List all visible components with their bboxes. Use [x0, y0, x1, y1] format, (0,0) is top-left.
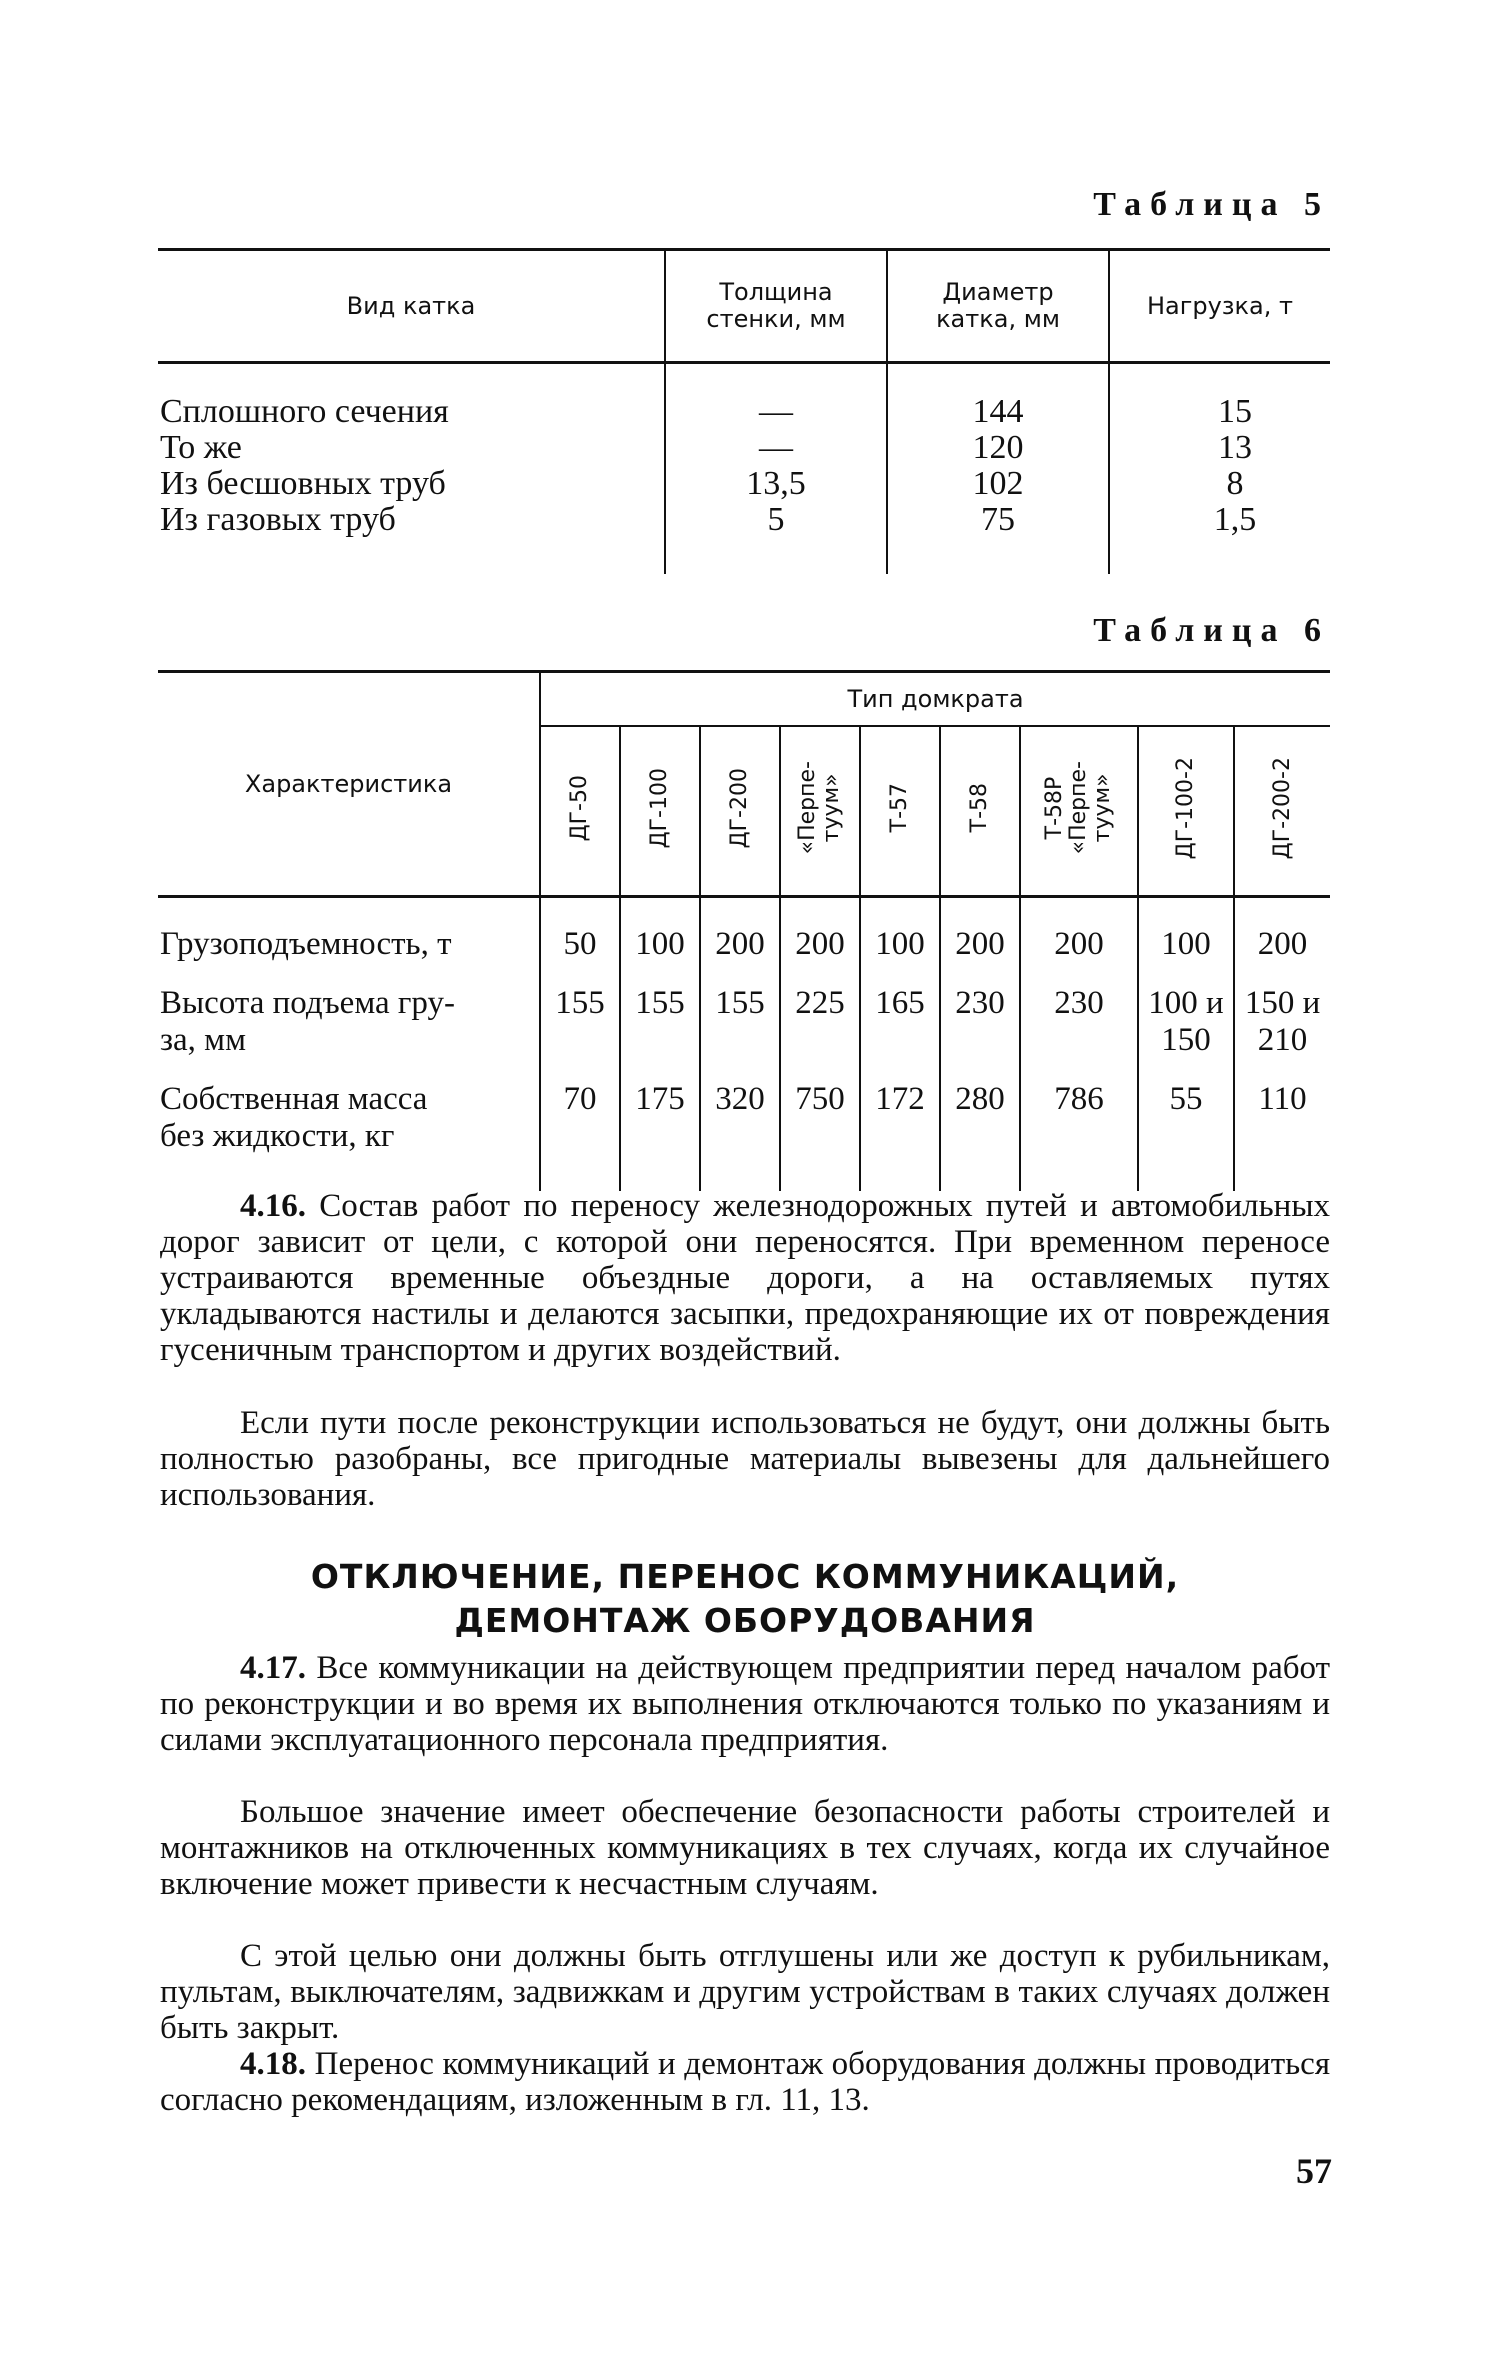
table6-group-header: Тип домкрата: [540, 672, 1330, 727]
cell-line: 70: [563, 1081, 597, 1117]
table5-cell: То же: [160, 429, 242, 466]
cell-line: 200: [1257, 926, 1308, 962]
spacer-cell: [700, 1155, 780, 1191]
header-line: Диаметр: [942, 278, 1054, 306]
rotated-header-label: Т-58Р «Перпе- туум»: [1042, 761, 1115, 855]
table6-cell: [540, 897, 620, 964]
table5-body: [158, 363, 1330, 575]
rotated-header-label: ДГ-100: [647, 767, 672, 849]
cell-line: 100: [635, 926, 685, 962]
cell-line: 55: [1169, 1081, 1203, 1117]
table6-row-name: [158, 897, 540, 964]
table6-column-header: [1020, 726, 1138, 897]
table5-cell: 144: [972, 393, 1024, 430]
paragraph-text: Все коммуникации на действующем предприятии перед началом работ по реконструкции и во время их выполнения отключаются только по указаниям и силами эксплуатационного персонала предприятия.: [160, 1650, 1330, 1758]
cell-line: 110: [1258, 1081, 1307, 1117]
rotated-header-label: ДГ-50: [567, 774, 592, 842]
table6-column-header: [1138, 726, 1234, 897]
table6-cell: [700, 1059, 780, 1155]
cell-line: 150 и: [1244, 985, 1321, 1021]
spacer-cell: [1020, 1155, 1138, 1191]
table6-column-header: [1234, 726, 1330, 897]
table5-cell: 1,5: [1213, 501, 1257, 538]
table6-cell: [540, 1059, 620, 1155]
section-heading: [160, 1555, 1330, 1643]
table6-bottom-spacer: [158, 1155, 1330, 1191]
cell-line: 230: [955, 985, 1005, 1021]
table6-cell: [940, 1059, 1020, 1155]
cell-line: 280: [955, 1081, 1005, 1117]
table6-column-header: [940, 726, 1020, 897]
table5-cell: Из бесшовных труб: [160, 465, 446, 502]
table6-cell: [940, 963, 1020, 1059]
cell-line: 200: [1054, 926, 1104, 962]
paragraph-4-17: [160, 1650, 1330, 1758]
cell-line: 200: [955, 926, 1005, 962]
table6-row-name: [158, 963, 540, 1059]
section-number: 4.17.: [240, 1650, 306, 1686]
cell-line: 172: [875, 1081, 925, 1117]
header-line: Вид катка: [346, 291, 476, 320]
paragraph-4-17-cont-2: С этой целью они должны быть отглушены или же доступ к рубильникам, пультам, выключателям, задвижкам и другим устройствам в таких случаях должен быть закрыт.: [160, 1938, 1330, 2046]
section-number: 4.16.: [240, 1188, 306, 1224]
spacer-cell: [1234, 1155, 1330, 1191]
table5-cell: —: [759, 393, 793, 430]
table6-column-header: [540, 726, 620, 897]
table5-cell: Сплошного сечения: [160, 393, 449, 430]
table6-cell: [1138, 1059, 1234, 1155]
heading-line-2: ДЕМОНТАЖ ОБОРУДОВАНИЯ: [454, 1601, 1036, 1640]
cell-line: 100: [875, 926, 925, 962]
table6-cell: [700, 897, 780, 964]
table6-cell: [1234, 897, 1330, 964]
table5-cell: 8: [1226, 465, 1244, 502]
spacer-cell: [1138, 1155, 1234, 1191]
row-name-line: Грузоподъемность, т: [160, 926, 452, 962]
cell-line: 175: [635, 1081, 685, 1117]
rotated-header-label: «Перпе- туум»: [795, 761, 844, 855]
table6-cell: [860, 897, 940, 964]
table5: [158, 248, 1330, 574]
cell-line: 200: [795, 926, 845, 962]
table6: [158, 670, 1330, 1191]
table5-cell: —: [759, 429, 793, 466]
header-line: Толщина: [719, 278, 833, 306]
row-name-line: за, мм: [160, 1022, 246, 1058]
cell-line: 165: [875, 985, 925, 1021]
row-name-line: Высота подъема гру-: [160, 985, 455, 1021]
table6-cell: [620, 897, 700, 964]
paragraph-4-18: [160, 2046, 1330, 2118]
table6-cell: [1020, 897, 1138, 964]
paragraph-text: Состав работ по переносу железнодорожных путей и автомобильных дорог зависит от цели, с которой они переносятся. При временном переносе устраиваются временные объездные дороги, а на оставляемых путях укладываются настилы и делаются засыпки, предохраняющие их от повреждения гусеничным транспортом и других воздействий.: [160, 1188, 1330, 1368]
cell-line: 225: [795, 985, 845, 1021]
table5-header-row: [158, 250, 1330, 363]
cell-line: 100: [1161, 926, 1211, 962]
rotated-header-label: ДГ-200-2: [1269, 756, 1295, 860]
spacer-cell: [860, 1155, 940, 1191]
table5-header-cell: [665, 250, 887, 363]
cell-line: 230: [1054, 985, 1104, 1021]
table6-cell: [940, 897, 1020, 964]
table6-cell: [780, 1059, 860, 1155]
table6-cell: [1020, 963, 1138, 1059]
table6-cell: [540, 963, 620, 1059]
spacer-cell: [940, 1155, 1020, 1191]
cell-line: 155: [635, 985, 685, 1021]
header-line: стенки, мм: [706, 305, 846, 333]
rotated-header-label: Т-57: [887, 783, 912, 833]
table6-caption: Таблица 6: [1093, 612, 1330, 649]
table6-column-header: [700, 726, 780, 897]
paragraph-4-17-cont-1: Большое значение имеет обеспечение безопасности работы строителей и монтажников на отключенных коммуникациях в тех случаях, когда их случайное включение может привести к несчастным случаям.: [160, 1794, 1330, 1902]
table5-cell: 13,5: [746, 465, 806, 502]
table6-cell: [1020, 1059, 1138, 1155]
rotated-header-label: ДГ-200: [727, 767, 752, 849]
table6-cell: [620, 1059, 700, 1155]
header-line: катка, мм: [936, 305, 1060, 333]
spacer-cell: [620, 1155, 700, 1191]
table6-cell: [1138, 963, 1234, 1059]
rotated-header-label: ДГ-100-2: [1173, 756, 1198, 860]
cell-line: 150: [1161, 1022, 1211, 1058]
row-name-line: Собственная масса: [160, 1081, 428, 1117]
table6-body: [158, 897, 1330, 1192]
cell-line: 320: [715, 1081, 765, 1117]
table6-char-header: Характеристика: [158, 672, 540, 897]
table6-column-header: [620, 726, 700, 897]
cell-line: 750: [795, 1081, 845, 1117]
table5-header-cell: [887, 250, 1109, 363]
table6-row-name: [158, 1059, 540, 1155]
table6-cell: [780, 963, 860, 1059]
table6-cell: [1138, 897, 1234, 964]
table6-row: [158, 897, 1330, 964]
table5-cell: 75: [981, 501, 1015, 538]
cell-line: 155: [555, 985, 605, 1021]
spacer-cell: [780, 1155, 860, 1191]
table6-cell: [860, 1059, 940, 1155]
spacer-cell: [540, 1155, 620, 1191]
table6-column-header: [860, 726, 940, 897]
rotated-header-label: Т-58: [967, 783, 992, 833]
table6-cell: [1234, 1059, 1330, 1155]
table6-cell: [1234, 963, 1330, 1059]
paragraph-text: Перенос коммуникаций и демонтаж оборудования должны проводиться согласно рекомендациям, изложенным в гл. 11, 13.: [160, 2046, 1330, 2118]
header-line: Нагрузка, т: [1146, 291, 1293, 320]
table5-cell: 13: [1218, 429, 1252, 466]
table5-header-cell: [1109, 250, 1330, 363]
heading-line-1: ОТКЛЮЧЕНИЕ, ПЕРЕНОС КОММУНИКАЦИЙ,: [310, 1557, 1180, 1596]
table5-cell: 15: [1218, 393, 1252, 430]
table5-caption: Таблица 5: [1093, 186, 1330, 223]
table6-cell: [700, 963, 780, 1059]
table5-load-column: [1109, 363, 1330, 575]
table5-header-cell: [158, 250, 665, 363]
row-name-line: без жидкости, кг: [160, 1118, 395, 1154]
cell-line: 100 и: [1148, 985, 1224, 1021]
table6-cell: [860, 963, 940, 1059]
spacer-cell: [158, 1155, 540, 1191]
cell-line: 50: [563, 926, 597, 962]
cell-line: 786: [1054, 1081, 1104, 1117]
table5-diameter-column: [887, 363, 1109, 575]
table5-cell: 102: [972, 465, 1024, 502]
section-number: 4.18.: [240, 2046, 306, 2082]
paragraph-4-16: [160, 1188, 1330, 1368]
page-number: 57: [1296, 2151, 1332, 2191]
table6-cell: [780, 897, 860, 964]
paragraph-4-16-cont: Если пути после реконструкции использоваться не будут, они должны быть полностью разобраны, все пригодные материалы вывезены для дальнейшего использования.: [160, 1405, 1330, 1513]
table5-wall-column: [665, 363, 887, 575]
cell-line: 200: [715, 926, 765, 962]
table6-row: [158, 963, 1330, 1059]
table5-cell: 5: [767, 501, 785, 538]
table5-cell: 120: [972, 429, 1024, 466]
cell-line: 155: [715, 985, 765, 1021]
cell-line: 210: [1257, 1022, 1308, 1058]
table6-cell: [620, 963, 700, 1059]
table5-names-column: [158, 363, 665, 575]
table5-cell: Из газовых труб: [160, 501, 396, 538]
table6-row: [158, 1059, 1330, 1155]
table6-column-header: [780, 726, 860, 897]
